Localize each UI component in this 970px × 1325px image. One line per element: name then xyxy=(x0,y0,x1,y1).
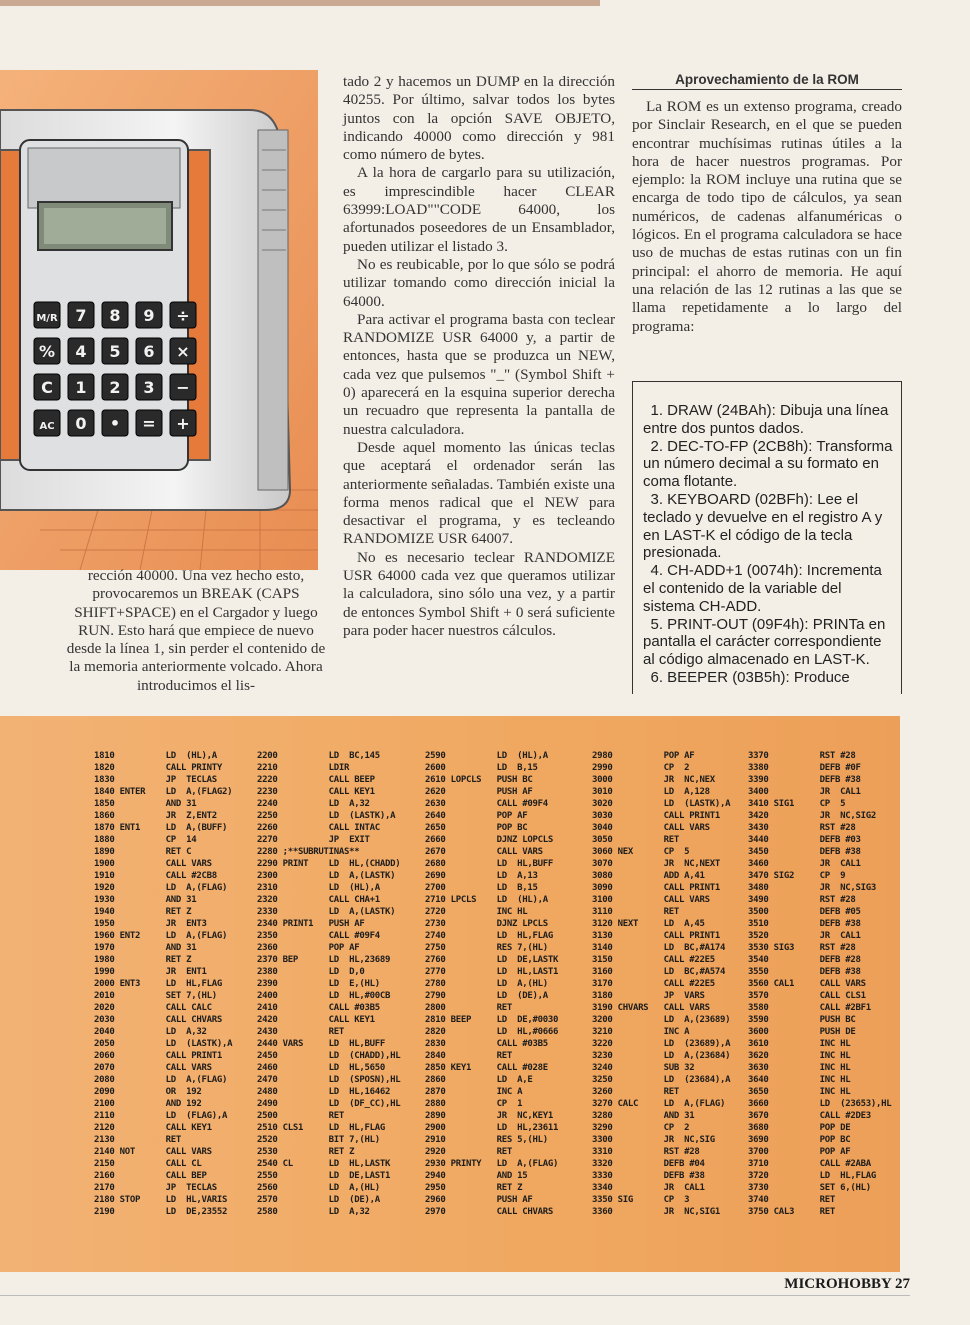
calculator-key xyxy=(170,410,196,436)
calculator-key xyxy=(102,302,128,328)
listing-line: 2480 LD HL,16462 xyxy=(257,1087,391,1097)
listing-line: 3060 NEX CP 5 xyxy=(592,847,690,857)
listing-line: 1990 JR ENT1 xyxy=(94,967,207,977)
rom-routine-text: DEC-TO-FP (2CB8h): Transforma un número decimal a su formato en coma flotante. xyxy=(643,437,893,491)
listing-line: 2500 RET xyxy=(257,1111,345,1121)
listing-line: 2410 CALL #03B5 xyxy=(257,1003,380,1013)
listing-line: 1930 AND 31 xyxy=(94,895,197,905)
listing-line: 2740 LD HL,FLAG xyxy=(425,931,553,941)
listing-line: 2920 RET xyxy=(425,1147,513,1157)
calculator-illustration xyxy=(0,70,318,570)
listing-line: 2840 RET xyxy=(425,1051,513,1061)
listing-line: 2680 LD HL,BUFF xyxy=(425,859,553,869)
rom-routine-item xyxy=(643,562,893,615)
listing-line: 1850 AND 31 xyxy=(94,799,197,809)
listing-line: 3020 LD (LASTK),A xyxy=(592,799,731,809)
listing-line: 2930 PRINTY LD A,(FLAG) xyxy=(425,1159,559,1169)
listing-line: 1940 RET Z xyxy=(94,907,192,917)
listing-line: 2710 LPCLS LD (HL),A xyxy=(425,895,548,905)
listing-line: 3590 PUSH BC xyxy=(748,1015,856,1025)
listing-line: 2230 CALL KEY1 xyxy=(257,787,375,797)
listing-line: 3180 JP VARS xyxy=(592,991,705,1001)
listing-line: 3730 SET 6,(HL) xyxy=(748,1183,871,1193)
calculator-key xyxy=(170,338,196,364)
listing-line: 2780 LD A,(HL) xyxy=(425,979,548,989)
listing-line: 3430 RST #28 xyxy=(748,823,856,833)
listing-line: 2600 LD B,15 xyxy=(425,763,538,773)
listing-line: 2100 AND 192 xyxy=(94,1099,202,1109)
calculator-key xyxy=(68,410,94,436)
listing-line: 2860 LD A,E xyxy=(425,1075,533,1085)
listing-line: 3550 DEFB #38 xyxy=(748,967,861,977)
rom-routine-number: 5. xyxy=(650,615,663,633)
page-footer-brand: MICROHOBBY 27 xyxy=(784,1276,910,1292)
listing-line: 3600 PUSH DE xyxy=(748,1027,856,1037)
listing-line: 1810 LD (HL),A xyxy=(94,751,217,761)
column-2-paragraph: Desde aquel momento las únicas teclas que aceptará el ordenador serán las anteriormente señaladas. También existe una forma menos radical que el NEW para desactivar el programa, y es tecleando RANDOMIZE USR 64007. xyxy=(343,438,615,548)
listing-line: 3050 RET xyxy=(592,835,680,845)
listing-line: 3450 DEFB #38 xyxy=(748,847,861,857)
listing-line: 2900 LD HL,23611 xyxy=(425,1123,559,1133)
listing-line: 2940 AND 15 xyxy=(425,1171,528,1181)
listing-line: 3260 RET xyxy=(592,1087,680,1097)
listing-line: 3520 JR CAL1 xyxy=(748,931,861,941)
listing-line: 3740 RET xyxy=(748,1195,836,1205)
listing-line: 2020 CALL CALC xyxy=(94,1003,212,1013)
listing-line: 1960 ENT2 LD A,(FLAG) xyxy=(94,931,228,941)
listing-line: 2700 LD B,15 xyxy=(425,883,538,893)
listing-line: 3630 INC HL xyxy=(748,1063,851,1073)
listing-line: 3660 LD (23653),HL xyxy=(748,1099,892,1109)
calculator-key xyxy=(170,374,196,400)
listing-line: 3160 LD BC,#A574 xyxy=(592,967,726,977)
listing-line: 3490 RST #28 xyxy=(748,895,856,905)
listing-line: 3580 CALL #2BF1 xyxy=(748,1003,871,1013)
listing-line: 2260 CALL INTAC xyxy=(257,823,380,833)
listing-line: 2890 JR NC,KEY1 xyxy=(425,1111,553,1121)
listing-line: 1860 JR Z,ENT2 xyxy=(94,811,217,821)
listing-line: 2810 BEEP LD DE,#0030 xyxy=(425,1015,559,1025)
listing-line: 2750 RES 7,(HL) xyxy=(425,943,548,953)
listing-line: 2520 BIT 7,(HL) xyxy=(257,1135,380,1145)
listing-line: 2370 BEP LD HL,23689 xyxy=(257,955,391,965)
listing-line: 2380 LD D,0 xyxy=(257,967,365,977)
rom-routine-text: PRINT-OUT (09F4h): PRINTa en pantalla el carácter correspondiente al código almacenado en LAST-K. xyxy=(643,615,886,669)
listing-line: 2800 RET xyxy=(425,1003,513,1013)
listing-line: 2210 LDIR xyxy=(257,763,350,773)
calculator-key-label: 5 xyxy=(109,342,121,361)
rom-intro xyxy=(632,98,902,336)
listing-line: 1840 ENTER LD A,(FLAG2) xyxy=(94,787,233,797)
calculator-key-label: 4 xyxy=(75,342,87,361)
listing-line: 3270 CALC LD A,(FLAG) xyxy=(592,1099,726,1109)
listing-line: 3070 JR NC,NEXT xyxy=(592,859,720,869)
column-2-text xyxy=(343,73,615,640)
listing-line: 3250 LD (23684),A xyxy=(592,1075,731,1085)
calculator-key-label: • xyxy=(109,414,121,433)
listing-line: 2620 PUSH AF xyxy=(425,787,533,797)
listing-line: 3650 INC HL xyxy=(748,1087,851,1097)
assembler-listing xyxy=(0,716,900,1272)
calculator-key-label: ÷ xyxy=(176,306,190,325)
calculator-key xyxy=(34,338,60,364)
rom-sidebar xyxy=(632,72,902,336)
listing-line: 2110 LD (FLAG),A xyxy=(94,1111,228,1121)
listing-line: 2560 LD A,(HL) xyxy=(257,1183,380,1193)
listing-line: 3400 JR CAL1 xyxy=(748,787,861,797)
listing-line: 2880 CP 1 xyxy=(425,1099,523,1109)
listing-line: 2280 ;**SUBRUTINAS** xyxy=(257,847,360,857)
listing-line: 3690 POP BC xyxy=(748,1135,851,1145)
column-2-paragraph: A la hora de cargarlo para su utilización, es imprescindible hacer CLEAR 63999:LOAD""CODE 64000, los afortunados poseedores de un Ensamblador, pueden utilizar el listado 3. xyxy=(343,164,615,255)
listing-line: 2180 STOP LD HL,VARIS xyxy=(94,1195,228,1205)
listing-line: 3560 CAL1 CALL VARS xyxy=(748,979,866,989)
calculator-key xyxy=(68,338,94,364)
listing-line: 2090 OR 192 xyxy=(94,1087,202,1097)
listing-line: 3030 CALL PRINT1 xyxy=(592,811,720,821)
listing-line: 2350 CALL #09F4 xyxy=(257,931,380,941)
calculator-key-label: 1 xyxy=(75,378,87,397)
rom-routine-text: KEYBOARD (02BFh): Lee el teclado y devuelve en el registro A y en LAST-K el código de la tecla presionada. xyxy=(643,490,883,562)
column-2-paragraph: No es reubicable, por lo que sólo se podrá utilizar tomando como dirección inicial la 64000. xyxy=(343,255,615,310)
calculator-key xyxy=(102,338,128,364)
listing-line: 2030 CALL CHVARS xyxy=(94,1015,222,1025)
calculator-key-label: M/R xyxy=(36,313,58,324)
listing-line: 2220 CALL BEEP xyxy=(257,775,375,785)
calculator-key xyxy=(68,302,94,328)
listing-line: 2420 CALL KEY1 xyxy=(257,1015,375,1025)
listing-column xyxy=(592,750,730,1218)
listing-line: 2910 RES 5,(HL) xyxy=(425,1135,548,1145)
calculator-key xyxy=(34,302,60,328)
listing-line: 2000 ENT3 LD HL,FLAG xyxy=(94,979,222,989)
listing-line: 3130 CALL PRINT1 xyxy=(592,931,720,941)
listing-line: 1980 RET Z xyxy=(94,955,192,965)
rom-intro-paragraph: La ROM es un extenso programa, creado por Sinclair Research, en el que se pueden encontrar muchísimas rutinas útiles a la hora de hacer nuestros programas. Por ejemplo: la ROM incluye una rutina que se encarga de todo tipo de cálculos, ya sean numéricos, de cadenas alfanuméricas o lógicos. En el programa calculadora se hace uso de muchas de estas rutinas con un fin principal: el ahorro de memoria. He aquí una relación de las 12 rutinas a las que se llama repetidamente a lo largo del programa: xyxy=(632,98,902,335)
listing-line: 2980 POP AF xyxy=(592,751,695,761)
listing-line: 2590 LD (HL),A xyxy=(425,751,548,761)
listing-line: 3080 ADD A,41 xyxy=(592,871,705,881)
calculator-key-label: 0 xyxy=(75,414,87,433)
listing-line: 2730 DJNZ LPCLS xyxy=(425,919,548,929)
listing-line: 2400 LD HL,#00CB xyxy=(257,991,391,1001)
page-top-band xyxy=(0,0,600,6)
listing-line: 3280 AND 31 xyxy=(592,1111,695,1121)
listing-line: 2160 CALL BEP xyxy=(94,1171,207,1181)
listing-line: 2040 LD A,32 xyxy=(94,1027,207,1037)
calculator-key xyxy=(102,374,128,400)
listing-line: 2300 LD A,(LASTK) xyxy=(257,871,396,881)
listing-line: 2950 RET Z xyxy=(425,1183,523,1193)
calculator-key xyxy=(34,374,60,400)
listing-column xyxy=(425,750,558,1218)
rom-heading: Aprovechamiento de la ROM xyxy=(632,72,902,90)
calculator-key xyxy=(170,302,196,328)
listing-line: 2640 POP AF xyxy=(425,811,528,821)
listing-line: 3220 LD (23689),A xyxy=(592,1039,731,1049)
listing-line: 3750 CAL3 RET xyxy=(748,1207,836,1217)
calculator-key-label: 9 xyxy=(143,306,155,325)
calculator-key-label: 2 xyxy=(109,378,121,397)
listing-line: 2060 CALL PRINT1 xyxy=(94,1051,222,1061)
listing-line: 3000 JR NC,NEX xyxy=(592,775,715,785)
listing-line: 2650 POP BC xyxy=(425,823,528,833)
listing-line: 2390 LD E,(HL) xyxy=(257,979,380,989)
listing-line: 3140 LD BC,#A174 xyxy=(592,943,726,953)
rom-routine-number: 4. xyxy=(650,562,663,580)
listing-line: 1910 CALL #2CB8 xyxy=(94,871,217,881)
listing-line: 3460 JR CAL1 xyxy=(748,859,861,869)
listing-line: 1880 CP 14 xyxy=(94,835,197,845)
calculator-key-label: 6 xyxy=(143,342,155,361)
listing-line: 3570 CALL CLS1 xyxy=(748,991,866,1001)
listing-line: 2320 CALL CHA+1 xyxy=(257,895,380,905)
listing-line: 3610 INC HL xyxy=(748,1039,851,1049)
listing-line: 2550 LD DE,LAST1 xyxy=(257,1171,391,1181)
listing-line: 1950 JR ENT3 xyxy=(94,919,207,929)
listing-line: 3010 LD A,128 xyxy=(592,787,710,797)
listing-line: 3040 CALL VARS xyxy=(592,823,710,833)
listing-line: 2190 LD DE,23552 xyxy=(94,1207,228,1217)
listing-line: 2170 JP TECLAS xyxy=(94,1183,217,1193)
listing-column xyxy=(94,750,232,1218)
rom-routine-text: CH-ADD+1 (0074h): Incrementa el contenido de la variable del sistema CH-ADD. xyxy=(643,562,882,615)
listing-line: 3380 DEFB #0F xyxy=(748,763,861,773)
listing-line: 3120 NEXT LD A,45 xyxy=(592,919,705,929)
listing-line: 2670 CALL VARS xyxy=(425,847,543,857)
listing-line: 2870 INC A xyxy=(425,1087,523,1097)
listing-line: 3170 CALL #22E5 xyxy=(592,979,715,989)
listing-line: 3440 DEFB #03 xyxy=(748,835,861,845)
listing-line: 3700 POP AF xyxy=(748,1147,851,1157)
rom-routine-number: 3. xyxy=(650,490,663,508)
listing-line: 2080 LD A,(FLAG) xyxy=(94,1075,228,1085)
calculator-key xyxy=(68,374,94,400)
calculator-key-label: − xyxy=(176,378,190,397)
listing-line: 1870 ENT1 LD A,(BUFF) xyxy=(94,823,228,833)
listing-line: 2570 LD (DE),A xyxy=(257,1195,380,1205)
listing-line: 2790 LD (DE),A xyxy=(425,991,548,1001)
listing-line: 3510 DEFB #38 xyxy=(748,919,861,929)
calculator-key xyxy=(34,410,60,436)
listing-line: 2140 NOT CALL VARS xyxy=(94,1147,212,1157)
listing-line: 3710 CALL #2ABA xyxy=(748,1159,871,1169)
listing-line: 2720 INC HL xyxy=(425,907,528,917)
listing-line: 3190 CHVARS CALL VARS xyxy=(592,1003,710,1013)
listing-line: 2010 SET 7,(HL) xyxy=(94,991,217,1001)
listing-line: 2330 LD A,(LASTK) xyxy=(257,907,396,917)
calculator-key xyxy=(136,338,162,364)
listing-line: 3530 SIG3 RST #28 xyxy=(748,943,856,953)
listing-line: 3720 LD HL,FLAG xyxy=(748,1171,876,1181)
listing-line: 3310 RST #28 xyxy=(592,1147,700,1157)
listing-line: 2340 PRINT1 PUSH AF xyxy=(257,919,365,929)
listing-line: 2770 LD HL,LAST1 xyxy=(425,967,559,977)
column-2-paragraph: tado 2 y hacemos un DUMP en la dirección 40255. Por último, salvar todos los bytes juntos con la opción SAVE OBJETO, indicando 40000 como dirección y 981 como número de bytes. xyxy=(343,73,615,164)
listing-line: 3370 RST #28 xyxy=(748,751,856,761)
listing-line: 2990 CP 2 xyxy=(592,763,690,773)
listing-line: 3670 CALL #2DE3 xyxy=(748,1111,871,1121)
listing-line: 3150 CALL #22E5 xyxy=(592,955,715,965)
calculator-key-label: 3 xyxy=(143,378,155,397)
footer-rule xyxy=(0,1295,910,1296)
listing-column xyxy=(748,750,891,1218)
calculator-key xyxy=(102,410,128,436)
listing-line: 3680 POP DE xyxy=(748,1123,851,1133)
listing-line: 3320 DEFB #04 xyxy=(592,1159,705,1169)
calculator-key-label: % xyxy=(38,342,56,361)
listing-line: 2200 LD BC,145 xyxy=(257,751,380,761)
listing-line: 3360 JR NC,SIG1 xyxy=(592,1207,720,1217)
calculator-key-label: = xyxy=(142,414,156,433)
rom-routine-text: BEEPER (03B5h): Produce xyxy=(663,668,850,686)
column-2-paragraph: Para activar el programa basta con teclear RANDOMIZE USR 64000 y, a partir de entonces, hasta que se produzca un NEW, cada vez que pulsemos "_" (Symbol Shift + 0) aparecerá en la esquina superior derecha un recuadro que representa la pantalla de nuestra calculadora. xyxy=(343,310,615,438)
listing-line: 1920 LD A,(FLAG) xyxy=(94,883,228,893)
listing-line: 2960 PUSH AF xyxy=(425,1195,533,1205)
listing-line: 2510 CLS1 LD HL,FLAG xyxy=(257,1123,385,1133)
listing-line: 2290 PRINT LD HL,(CHADD) xyxy=(257,859,401,869)
listing-line: 3420 JR NC,SIG2 xyxy=(748,811,876,821)
calculator-key-label: + xyxy=(176,414,190,433)
listing-line: 2460 LD HL,5650 xyxy=(257,1063,385,1073)
listing-line: 2630 CALL #09F4 xyxy=(425,799,548,809)
listing-line: 3340 JR CAL1 xyxy=(592,1183,705,1193)
listing-line: 2150 CALL CL xyxy=(94,1159,202,1169)
listing-line: 3390 DEFB #38 xyxy=(748,775,861,785)
listing-line: 2360 POP AF xyxy=(257,943,360,953)
column-2-paragraph: No es necesario teclear RANDOMIZE USR 64000 cada vez que queramos utilizar la calculadora, sino sólo una vez, y a partir de entonces Symbol Shift + 0 será suficiente para poder hacer nuestros cálculos. xyxy=(343,548,615,639)
rom-routine-item xyxy=(643,616,893,669)
listing-line: 3240 SUB 32 xyxy=(592,1063,695,1073)
listing-line: 2970 CALL CHVARS xyxy=(425,1207,553,1217)
listing-line: 3110 RET xyxy=(592,907,680,917)
calculator-key-label: × xyxy=(176,342,190,361)
listing-line: 1830 JP TECLAS xyxy=(94,775,217,785)
listing-line: 2050 LD (LASTK),A xyxy=(94,1039,233,1049)
column-1-text xyxy=(62,567,330,695)
rom-routine-item xyxy=(643,438,893,491)
listing-line: 1890 RET C xyxy=(94,847,192,857)
listing-line: 3200 LD A,(23689) xyxy=(592,1015,731,1025)
listing-line: 2530 RET Z xyxy=(257,1147,355,1157)
listing-line: 3620 INC HL xyxy=(748,1051,851,1061)
listing-line: 3290 CP 2 xyxy=(592,1123,690,1133)
listing-line: 2760 LD DE,LASTK xyxy=(425,955,559,965)
listing-line: 3330 DEFB #38 xyxy=(592,1171,705,1181)
rom-routine-number: 1. xyxy=(650,402,663,419)
listing-line: 2130 RET xyxy=(94,1135,182,1145)
listing-line: 3640 INC HL xyxy=(748,1075,851,1085)
calculator-key xyxy=(136,374,162,400)
listing-line: 2430 RET xyxy=(257,1027,345,1037)
listing-line: 3350 SIG CP 3 xyxy=(592,1195,690,1205)
listing-line: 2270 JP EXIT xyxy=(257,835,370,845)
listing-line: 2250 LD (LASTK),A xyxy=(257,811,396,821)
calculator-key-label: 7 xyxy=(75,306,87,325)
listing-line: 3300 JR NC,SIG xyxy=(592,1135,715,1145)
listing-line: 3230 LD A,(23684) xyxy=(592,1051,731,1061)
calculator-key-label: C xyxy=(41,378,53,397)
listing-line: 1970 AND 31 xyxy=(94,943,197,953)
rom-routine-list xyxy=(632,381,902,694)
listing-line: 2070 CALL VARS xyxy=(94,1063,212,1073)
listing-line: 3100 CALL VARS xyxy=(592,895,710,905)
listing-line: 2580 LD A,32 xyxy=(257,1207,370,1217)
listing-line: 2660 DJNZ LOPCLS xyxy=(425,835,553,845)
listing-line: 2450 LD (CHADD),HL xyxy=(257,1051,401,1061)
calculator-key xyxy=(136,302,162,328)
listing-line: 2490 LD (DF_CC),HL xyxy=(257,1099,401,1109)
listing-line: 2540 CL LD HL,LASTK xyxy=(257,1159,391,1169)
calculator-key-label: 8 xyxy=(109,306,121,325)
listing-line: 3540 DEFB #28 xyxy=(748,955,861,965)
listing-line: 3500 DEFB #05 xyxy=(748,907,861,917)
listing-line: 2240 LD A,32 xyxy=(257,799,370,809)
listing-line: 3410 SIG1 CP 5 xyxy=(748,799,846,809)
rom-routine-number: 6. xyxy=(650,668,663,686)
listing-line: 2120 CALL KEY1 xyxy=(94,1123,212,1133)
column-1-paragraph: rección 40000. Una vez hecho esto, provocaremos un BREAK (CAPS SHIFT+SPACE) en el Cargador y luego RUN. Esto hará que empiece de nuevo desde la línea 1, sin perder el contenido de la memoria anteriormente volcado. Ahora introducimos el lis- xyxy=(66,567,326,694)
listing-line: 2610 LOPCLS PUSH BC xyxy=(425,775,533,785)
rom-routine-text: DRAW (24BAh): Dibuja una línea entre dos puntos dados. xyxy=(643,402,889,437)
listing-column xyxy=(257,750,400,1218)
listing-line: 3090 CALL PRINT1 xyxy=(592,883,720,893)
listing-line: 3210 INC A xyxy=(592,1027,690,1037)
listing-line: 2440 VARS LD HL,BUFF xyxy=(257,1039,385,1049)
rom-routine-number: 2. xyxy=(650,437,663,455)
listing-line: 2850 KEY1 CALL #028E xyxy=(425,1063,548,1073)
calculator-key-label: AC xyxy=(39,421,55,432)
listing-line: 2830 CALL #03B5 xyxy=(425,1039,548,1049)
rom-routine-item xyxy=(643,402,893,438)
listing-line: 3470 SIG2 CP 9 xyxy=(748,871,846,881)
calculator-key xyxy=(136,410,162,436)
rom-routine-item xyxy=(643,491,893,562)
rom-routine-item xyxy=(643,669,893,687)
listing-line: 2470 LD (SPOSN),HL xyxy=(257,1075,401,1085)
listing-line: 1820 CALL PRINTY xyxy=(94,763,222,773)
listing-line: 3480 JR NC,SIG3 xyxy=(748,883,876,893)
listing-line: 1900 CALL VARS xyxy=(94,859,212,869)
listing-line: 2310 LD (HL),A xyxy=(257,883,380,893)
listing-line: 2820 LD HL,#0666 xyxy=(425,1027,559,1037)
listing-line: 2690 LD A,13 xyxy=(425,871,538,881)
